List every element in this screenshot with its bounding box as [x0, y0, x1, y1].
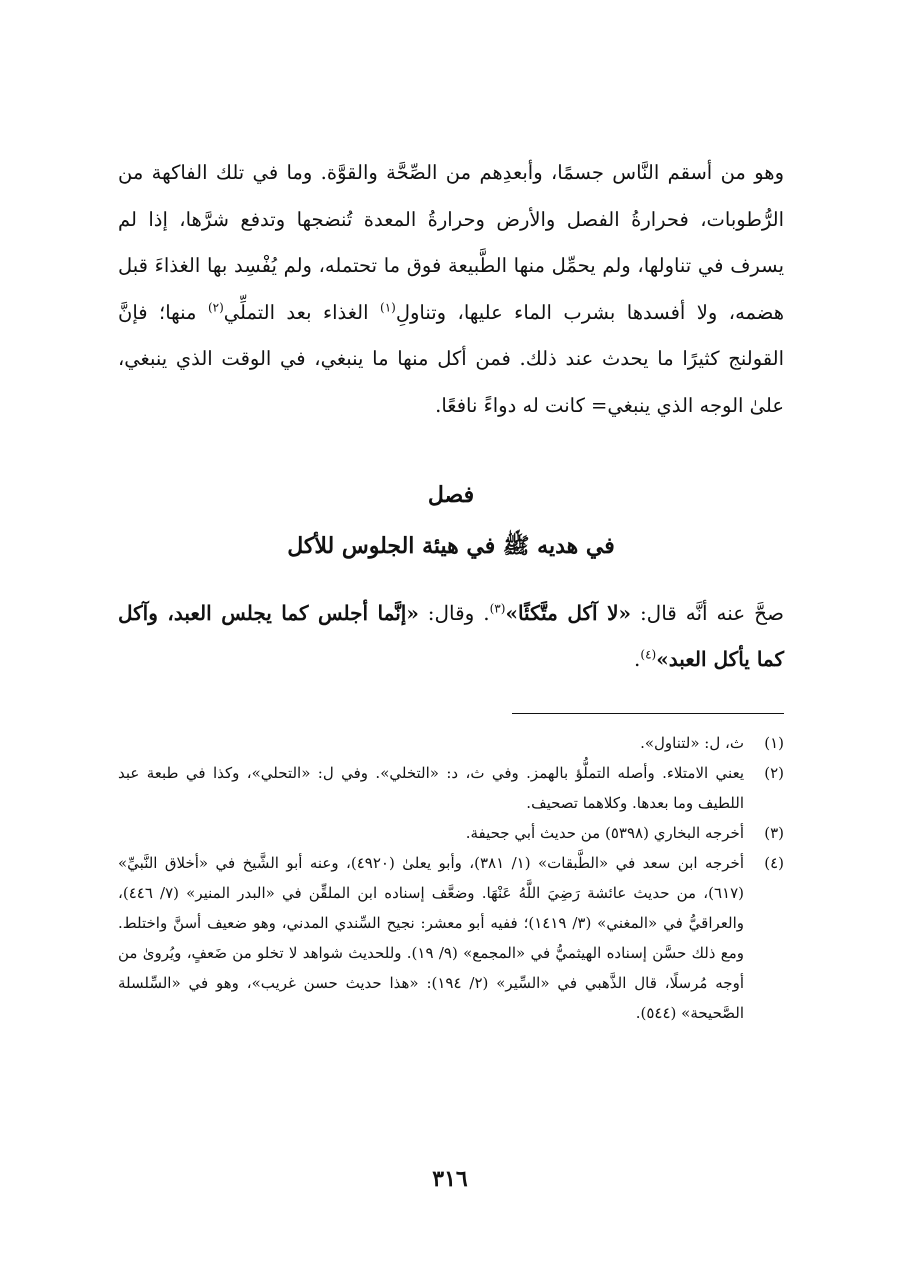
footnote-item — [118, 758, 784, 818]
footnote-ref-3: (٣) — [489, 601, 506, 616]
footnote-text: ث، ل: «لتناول». — [640, 734, 744, 752]
section-end: . — [634, 647, 641, 671]
footnote-item — [118, 728, 784, 758]
footnote-text: يعني الامتلاء. وأصله التملُّؤ بالهمز. وفي ث، د: «التخلي». وفي ل: «التحلي»، وكذا في طبعة عبد اللطيف وما بعدها. وكلاهما تصحيف. — [118, 764, 744, 812]
section-subtitle: في هديه ﷺ في هيئة الجلوس للأكل — [287, 533, 615, 559]
footnote-number: (١) — [764, 734, 784, 752]
footnote-divider — [512, 713, 784, 714]
footnote-text: أخرجه البخاري (٥٣٩٨) من حديث أبي جحيفة. — [465, 824, 744, 842]
main-text-part1: وهو من أسقم النَّاس جسمًا، وأبعدِهم من الصِّحَّة والقوَّة. وما في تلك الفاكهة من الرُّطوبات، فحرارةُ الفصل والأرض وحرارةُ المعدة تُنضجها وتدفع شرَّها، إذا لم يسرف في تناولها، ولم يحمِّل منها الطَّبيعة فوق ما تحتمله، ولم يُفْسِد بها الغذاءَ قبل هضمه، ولا أفسدها بشرب الماء عليها، وتناولِ — [118, 161, 784, 324]
footnotes-list — [118, 728, 784, 1028]
section-title: فصل — [427, 482, 475, 508]
footnote-number: (٢) — [764, 764, 784, 782]
footnote-ref-4: (٤) — [640, 647, 657, 662]
section-paragraph — [118, 590, 784, 682]
footnote-text: أخرجه ابن سعد في «الطَّبقات» (١/ ٣٨١)، وأبو يعلىٰ (٤٩٢٠)، وعنه أبو الشَّيخ في «أخلاق النَّبيِّ» (٦١٧)، من حديث عائشة رَضِيَ اللَّهُ عَنْهَا. وضعَّف إسناده ابن الملقِّن في «البدر المنير» (٧/ ٤٤٦)، والعراقيُّ في «المغني» (٣/ ١٤١٩)؛ ففيه أبو معشر: نجيح السِّندي المدني، وهو ضعيف أسنَّ واختلط. ومع ذلك حسَّن إسناده الهيثميُّ في «المجمع» (٩/ ١٩). وللحديث شواهد لا تخلو من ضَعفٍ، ويُروىٰ من أوجه مُرسلًا، قال الذَّهبي في «السِّير» (٢/ ١٩٤): «هذا حديث حسن غريب»، وهو في «السِّلسلة الصَّحيحة» (٥٤٤). — [118, 854, 745, 1022]
footnote-number: (٤) — [764, 854, 784, 872]
section-middle: . وقال: — [418, 601, 490, 625]
main-text-part2: الغذاء بعد التملِّي — [223, 300, 380, 324]
footnote-item — [118, 818, 784, 848]
page-number: ٣١٦ — [432, 1166, 468, 1192]
main-paragraph — [118, 150, 784, 429]
footnote-number: (٣) — [764, 824, 784, 842]
hadith-quote-1: «لا آكل متَّكئًا» — [505, 601, 632, 625]
footnote-item — [118, 848, 784, 1028]
footnote-ref-1: (١) — [380, 300, 396, 314]
section-intro: صحَّ عنه أنَّه قال: — [631, 601, 785, 625]
hadith-quote-2: «إنَّما أجلس كما يجلس العبد، وآكل كما يأكل العبد» — [118, 601, 784, 671]
footnote-ref-2: (٢) — [207, 300, 224, 314]
main-text-part3: منها؛ فإنَّ القولنج كثيرًا ما يحدث عند ذلك. فمن أكل منها ما ينبغي، في الوقت الذي ينبغي، علىٰ الوجه الذي ينبغي= كانت له دواءً نافعًا. — [118, 300, 784, 417]
